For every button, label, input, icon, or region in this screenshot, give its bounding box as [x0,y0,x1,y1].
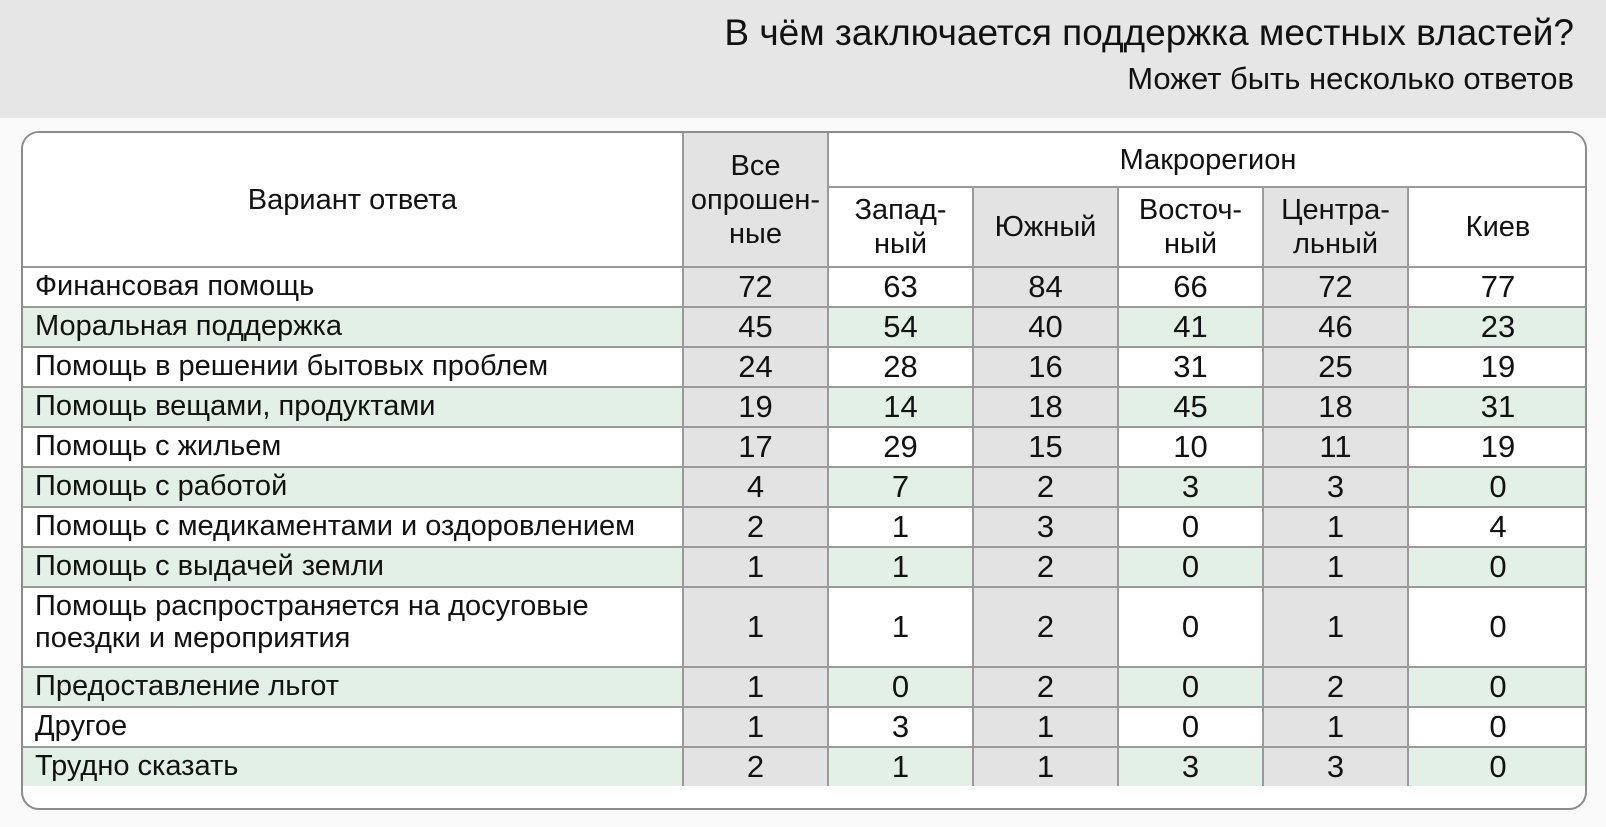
value-cell: 24 [683,347,828,387]
value-cell: 3 [1118,467,1263,507]
value-cell: 23 [1408,307,1587,347]
value-cell: 1 [973,747,1118,786]
value-cell: 29 [828,427,973,467]
row-label-line: поездки и мероприятия [35,622,351,654]
value-cell: 46 [1263,307,1408,347]
value-cell: 2 [973,587,1118,667]
value-cell: 1 [683,587,828,667]
value-cell: 54 [828,307,973,347]
value-cell: 2 [973,667,1118,707]
value-cell: 1 [683,667,828,707]
value-cell: 0 [1408,747,1587,786]
header-region [1263,187,1408,267]
value-cell: 63 [828,267,973,307]
value-cell: 2 [683,747,828,786]
value-cell: 1 [1263,507,1408,547]
value-cell: 3 [1263,467,1408,507]
value-cell: 14 [828,387,973,427]
value-cell: 3 [1263,747,1408,786]
survey-table-frame [21,131,1587,810]
row-label: Помощь с медикаментами и оздоровлением [23,507,683,547]
value-cell: 66 [1118,267,1263,307]
value-cell: 40 [973,307,1118,347]
table-row [23,427,1587,467]
value-cell: 3 [973,507,1118,547]
value-cell: 1 [1263,587,1408,667]
value-cell: 0 [1408,467,1587,507]
value-cell: 0 [828,667,973,707]
value-cell: 72 [1263,267,1408,307]
table-row [23,747,1587,786]
value-cell: 45 [683,307,828,347]
value-cell: 45 [1118,387,1263,427]
header-region-line2: льный [1292,228,1379,260]
value-cell: 2 [973,467,1118,507]
value-cell: 16 [973,347,1118,387]
value-cell: 1 [828,507,973,547]
value-cell: 19 [683,387,828,427]
header-region-line1: Запад- [854,194,947,226]
header-region [973,187,1118,267]
header-macroregion-label: Макрорегион [1119,143,1297,176]
header-variant [23,133,683,267]
value-cell: 0 [1118,507,1263,547]
value-cell: 72 [683,267,828,307]
header-variant-label: Вариант ответа [247,183,458,216]
table-row [23,267,1587,307]
value-cell: 1 [828,547,973,587]
value-cell: 0 [1118,707,1263,747]
row-label: Предоставление льгот [23,667,683,707]
value-cell: 19 [1408,427,1587,467]
value-cell: 0 [1118,547,1263,587]
header-all-respondents [683,133,828,267]
value-cell: 2 [1263,667,1408,707]
value-cell: 1 [973,707,1118,747]
header-region-line1: Киев [1465,211,1531,243]
value-cell: 19 [1408,347,1587,387]
header-region [828,187,973,267]
value-cell: 4 [1408,507,1587,547]
value-cell: 0 [1408,667,1587,707]
value-cell: 41 [1118,307,1263,347]
value-cell: 1 [683,547,828,587]
value-cell: 3 [1118,747,1263,786]
header-banner [0,0,1606,118]
value-cell: 2 [973,547,1118,587]
table-row [23,307,1587,347]
value-cell: 31 [1118,347,1263,387]
value-cell: 18 [973,387,1118,427]
table-row [23,667,1587,707]
header-region-line1: Южный [994,211,1097,243]
table-row [23,387,1587,427]
value-cell: 17 [683,427,828,467]
header-region [1408,187,1587,267]
table-row [23,347,1587,387]
value-cell: 1 [1263,707,1408,747]
table-row [23,467,1587,507]
value-cell: 1 [828,747,973,786]
header-macroregion [828,133,1587,187]
row-label: Помощь с работой [23,467,683,507]
row-label: Другое [23,707,683,747]
value-cell: 1 [1263,547,1408,587]
chart-title: В чём заключается поддержка местных властей? [724,12,1574,53]
value-cell: 0 [1408,707,1587,747]
row-label: Трудно сказать [23,747,683,786]
value-cell: 84 [973,267,1118,307]
table-row [23,707,1587,747]
header-region-line1: Восточ- [1138,194,1243,226]
row-label: Помощь вещами, продуктами [23,387,683,427]
table-row [23,587,1587,667]
value-cell: 7 [828,467,973,507]
row-label: Помощь с выдачей земли [23,547,683,587]
value-cell: 4 [683,467,828,507]
value-cell: 2 [683,507,828,547]
header-region-line2: ный [1163,228,1218,260]
value-cell: 11 [1263,427,1408,467]
survey-table [23,133,1587,786]
row-label: Финансовая помощь [23,267,683,307]
value-cell: 3 [828,707,973,747]
value-cell: 0 [1118,667,1263,707]
header-all-line2: опрошен- [690,183,821,216]
header-all-line1: Все [730,149,781,182]
value-cell: 0 [1408,587,1587,667]
row-label: Помощь в решении бытовых проблем [23,347,683,387]
header-all-line3: ные [729,217,782,250]
value-cell: 0 [1408,547,1587,587]
value-cell: 1 [828,587,973,667]
table-row [23,507,1587,547]
value-cell: 77 [1408,267,1587,307]
value-cell: 0 [1118,587,1263,667]
value-cell: 25 [1263,347,1408,387]
row-label [23,587,683,667]
header-region-line1: Центра- [1281,194,1390,226]
value-cell: 15 [973,427,1118,467]
row-label: Помощь с жильем [23,427,683,467]
value-cell: 31 [1408,387,1587,427]
header-region [1118,187,1263,267]
row-label: Моральная поддержка [23,307,683,347]
row-label-line: Помощь распространяется на досуговые [35,590,589,622]
header-region-line2: ный [873,228,928,260]
value-cell: 28 [828,347,973,387]
value-cell: 18 [1263,387,1408,427]
chart-subtitle: Может быть несколько ответов [1127,61,1574,96]
table-row [23,547,1587,587]
value-cell: 1 [683,707,828,747]
value-cell: 10 [1118,427,1263,467]
